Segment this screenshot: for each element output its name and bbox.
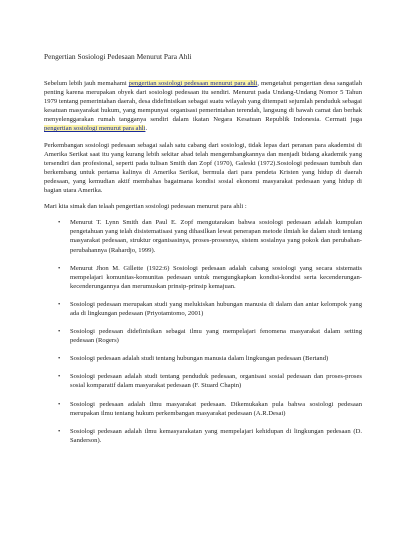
- definition-item: [44, 218, 362, 254]
- intro-text-after: .: [145, 125, 148, 133]
- definition-text: Sosiologi pedesaan merupakan studi yang melukiskan hubungan manusia di dalam dan antar kelompok yang ada di lingkungan pedesaan (Priyotamtomo, 2001): [70, 300, 362, 317]
- definition-item: [44, 300, 362, 318]
- bullet-icon: •: [58, 300, 61, 308]
- definition-item: [44, 427, 362, 445]
- definitions-list: [44, 218, 362, 445]
- definition-text: Menurut Jhon M. Gillette (1922:6) Sosiologi pedesaan adalah cabang sosiologi yang secara sistematis mempelajari komunitas-komunitas pedesaan untuk mengungkapkan kondisi-kondisi serta kecenderungan-kecenderungannya dan merumuskan prinsip-prinsip kemajuan.: [70, 264, 362, 290]
- link-sosiologi[interactable]: pengertian sosiologi menurut para ahli: [44, 125, 146, 133]
- bullet-icon: •: [58, 264, 61, 272]
- bullet-icon: •: [58, 400, 61, 408]
- definition-text: Sosiologi pedesaan adalah ilmu kemasyarakatan yang mempelajari kehidupan di lingkungan pedesaan (D. Sanderson).: [70, 427, 362, 444]
- definition-item: [44, 400, 362, 418]
- definition-item: [44, 354, 362, 363]
- history-paragraph: Perkembangan sosiologi pedesaan sebagai salah satu cabang dari sosiologi, tidak lepas dari peranan para akademisi di Amerika Serikat saat itu yang kurang lebih sekitar abad telah mengembangkannya dan menjadi bidang akademik yang tersendiri dan profesional, seperti pada tulisan Smith dan Zopf (1970), Galeski (1972).Sosiologi pedesaan tumbuh dan berkembang untuk pertama kalinya di Amerika Serikat, bermula dari para pendeta Kristen yang hidup di daerah pedesaan, yang kemudian aktif membahas bagaimana kondisi sosial ekonomi masyarakat pedesaan yang hidup di bagian utara Amerika.: [44, 141, 362, 195]
- intro-text-before: Sebelum lebih jauh memahami: [44, 80, 129, 87]
- intro-text-middle: , mengetahui pengertian desa sangatlah penting karena merupakan obyek dari sosiologi pedesaan itu sendiri. Menurut pada Undang-Undang Nomor 5 Tahun 1979 tentang pemerintahan daerah, desa didefinisikan sebagai suatu wilayah yang ditempati sejumlah penduduk sebagai kesatuan masyarakat hukum, yang mempunyai organisasi pemerintahan terendah, langsung di bawah camat dan berhak menyelenggarakan rumah tangganya sendiri dalam ikatan Negara Kesatuan Republik Indonesia. Cermati juga: [44, 80, 362, 124]
- document-title: Pengertian Sosiologi Pedesaan Menurut Para Ahli: [44, 52, 192, 61]
- bullet-icon: •: [58, 219, 61, 227]
- link-sosiologi-pedesaan[interactable]: pengertian sosiologi pedesaan menurut para ahli: [128, 80, 258, 87]
- bullet-icon: •: [58, 328, 61, 336]
- bullet-icon: •: [58, 355, 61, 363]
- definition-text: Sosiologi pedesaan adalah studi tentang hubungan manusia dalam lingkungan pedesaan (Bertand): [70, 355, 329, 363]
- document-content: [44, 52, 362, 454]
- definition-item: [44, 372, 362, 390]
- bullet-icon: •: [58, 427, 61, 435]
- definition-text: Menurut T. Lynn Smith dan Paul E. Zopf mengutarakan bahwa sosiologi pedesaan adalah kumpulan pengetahuan yang telah disistematisasi yang dihasilkan lewat penerapan metode ilmiah ke dalam studi tentang masyarakat pedesaan, struktur organisasinya, proses-prosesnya, sistem sosialnya yang pokok dan perubahan-perubahannya (Rahardjo, 1999).: [70, 219, 362, 254]
- intro-paragraph: [44, 79, 362, 134]
- lead-paragraph: Mari kita simak dan telaah pengertian sosiologi pedesaan menurut para ahli :: [44, 203, 247, 211]
- definition-text: Sosiologi pedesaan adalah ilmu masyarakat pedesaan. Dikemukakan pula bahwa sosiologi pedesaan merupakan ilmu tentang hukum perkembangan masyarakat pedesaan (A.R.Desai): [70, 400, 362, 417]
- bullet-icon: •: [58, 373, 61, 381]
- definition-text: Sosiologi pedesaan didefinisikan sebagai ilmu yang mempelajari fenomena masyarakat dalam setting pedesaan (Rogers): [70, 328, 362, 345]
- definition-item: [44, 327, 362, 345]
- definition-text: Sosiologi pedesaan adalah studi tentang penduduk pedesaan, organisasi sosial pedesaan dan proses-proses sosial komparatif dalam masyarakat pedesaan (F. Stuard Chapin): [70, 373, 362, 390]
- definition-item: [44, 264, 362, 291]
